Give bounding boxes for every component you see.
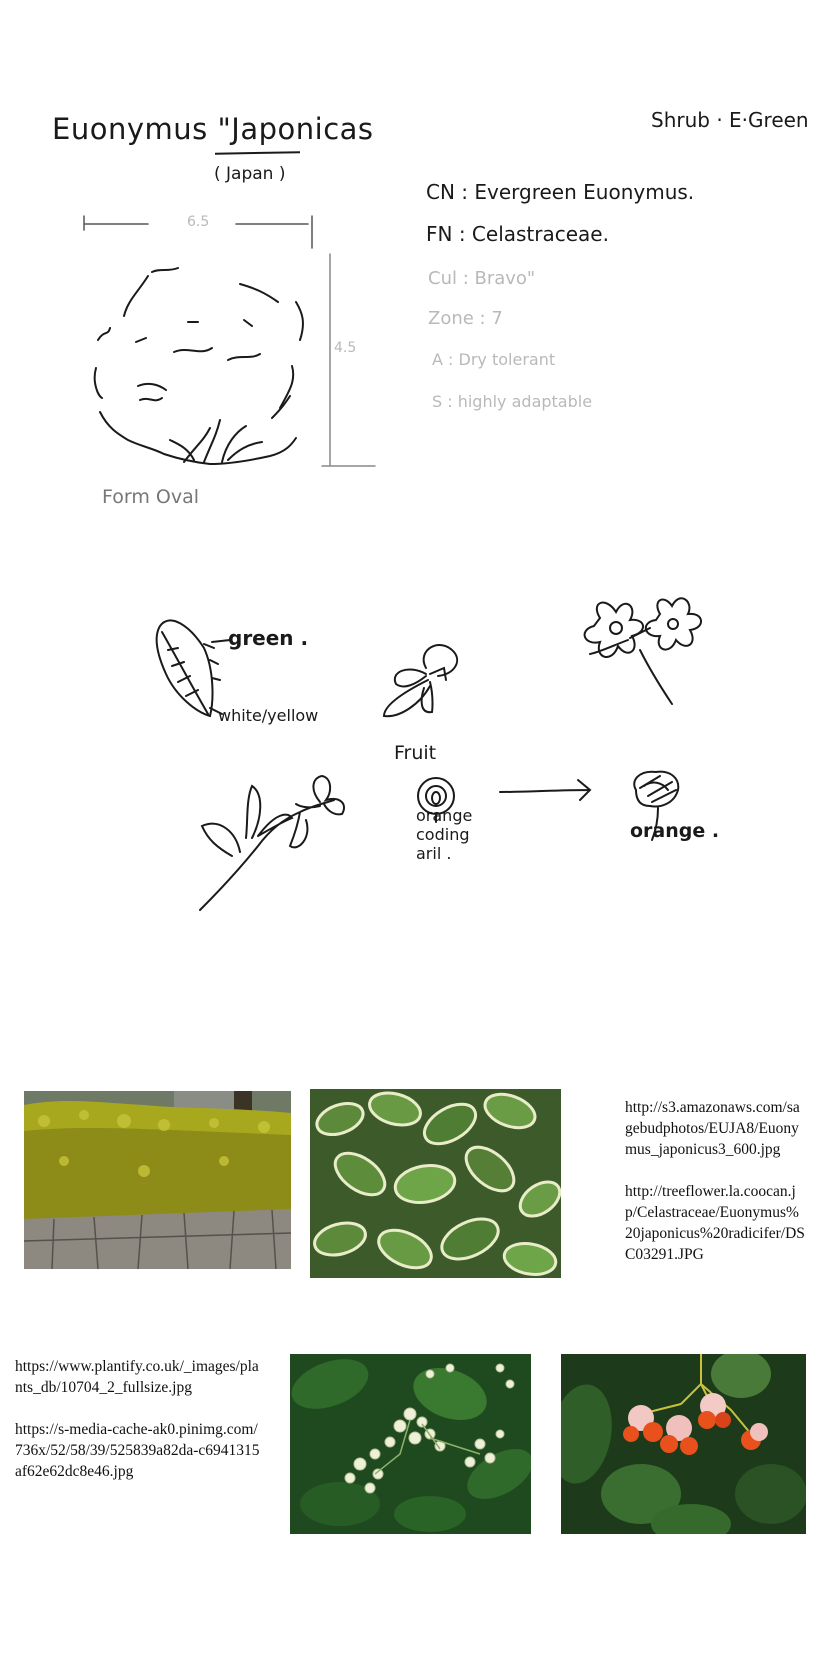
width-label: 6.5 bbox=[187, 214, 210, 230]
leaf-edge-label: white/yellow bbox=[218, 706, 319, 725]
fact-common-name: CN : Evergreen Euonymus. bbox=[426, 180, 695, 204]
fact-cultivar: Cul : Bravo" bbox=[428, 268, 536, 289]
plant-name: Euonymus "Japonicas bbox=[52, 112, 374, 146]
fruit-sketch bbox=[418, 778, 454, 822]
leaf-sketch bbox=[157, 620, 220, 716]
branch-sketch bbox=[200, 776, 344, 910]
flower-cluster-photo bbox=[290, 1354, 531, 1534]
reference-url[interactable]: https://www.plantify.co.uk/_images/plants_db/10704_2_fullsize.jpg bbox=[15, 1358, 259, 1396]
fruit-note: orange coding aril . bbox=[416, 806, 473, 863]
reference-url[interactable]: https://s-media-cache-ak0.pinimg.com/736x/52/58/39/525839a82da-c6941315af62e62dc8e46.jpg bbox=[15, 1421, 260, 1480]
fruit-color-label: orange . bbox=[630, 820, 720, 842]
plant-type: Shrub · E·Green bbox=[651, 108, 809, 132]
height-label: 4.5 bbox=[334, 340, 357, 356]
open-fruit-sketch bbox=[634, 772, 678, 840]
fruit-label: Fruit bbox=[394, 742, 437, 764]
flower-sketch bbox=[384, 645, 457, 716]
references-bottom bbox=[15, 1356, 260, 1503]
references-top bbox=[625, 1097, 805, 1286]
leaf-color-label: green . bbox=[228, 626, 309, 650]
fact-zone: Zone : 7 bbox=[428, 308, 503, 329]
arrow-sketch bbox=[500, 780, 590, 800]
plant-origin: ( Japan ) bbox=[214, 164, 286, 184]
fact-family-name: FN : Celastraceae. bbox=[426, 222, 609, 246]
reference-url[interactable]: http://s3.amazonaws.com/sagebudphotos/EUJA8/Euonymus_japonicus3_600.jpg bbox=[625, 1099, 800, 1158]
variegated-leaves-photo bbox=[310, 1089, 561, 1278]
flower-cluster-sketch bbox=[585, 598, 701, 704]
fruit-photo bbox=[561, 1354, 806, 1534]
form-label: Form Oval bbox=[102, 486, 200, 508]
fact-suitability: S : highly adaptable bbox=[432, 392, 593, 411]
fact-attribute: A : Dry tolerant bbox=[432, 350, 556, 369]
hedge-photo bbox=[24, 1091, 291, 1269]
reference-url[interactable]: http://treeflower.la.coocan.jp/Celastraceae/Euonymus%20japonicus%20radicifer/DSC03291.JPG bbox=[625, 1183, 805, 1263]
